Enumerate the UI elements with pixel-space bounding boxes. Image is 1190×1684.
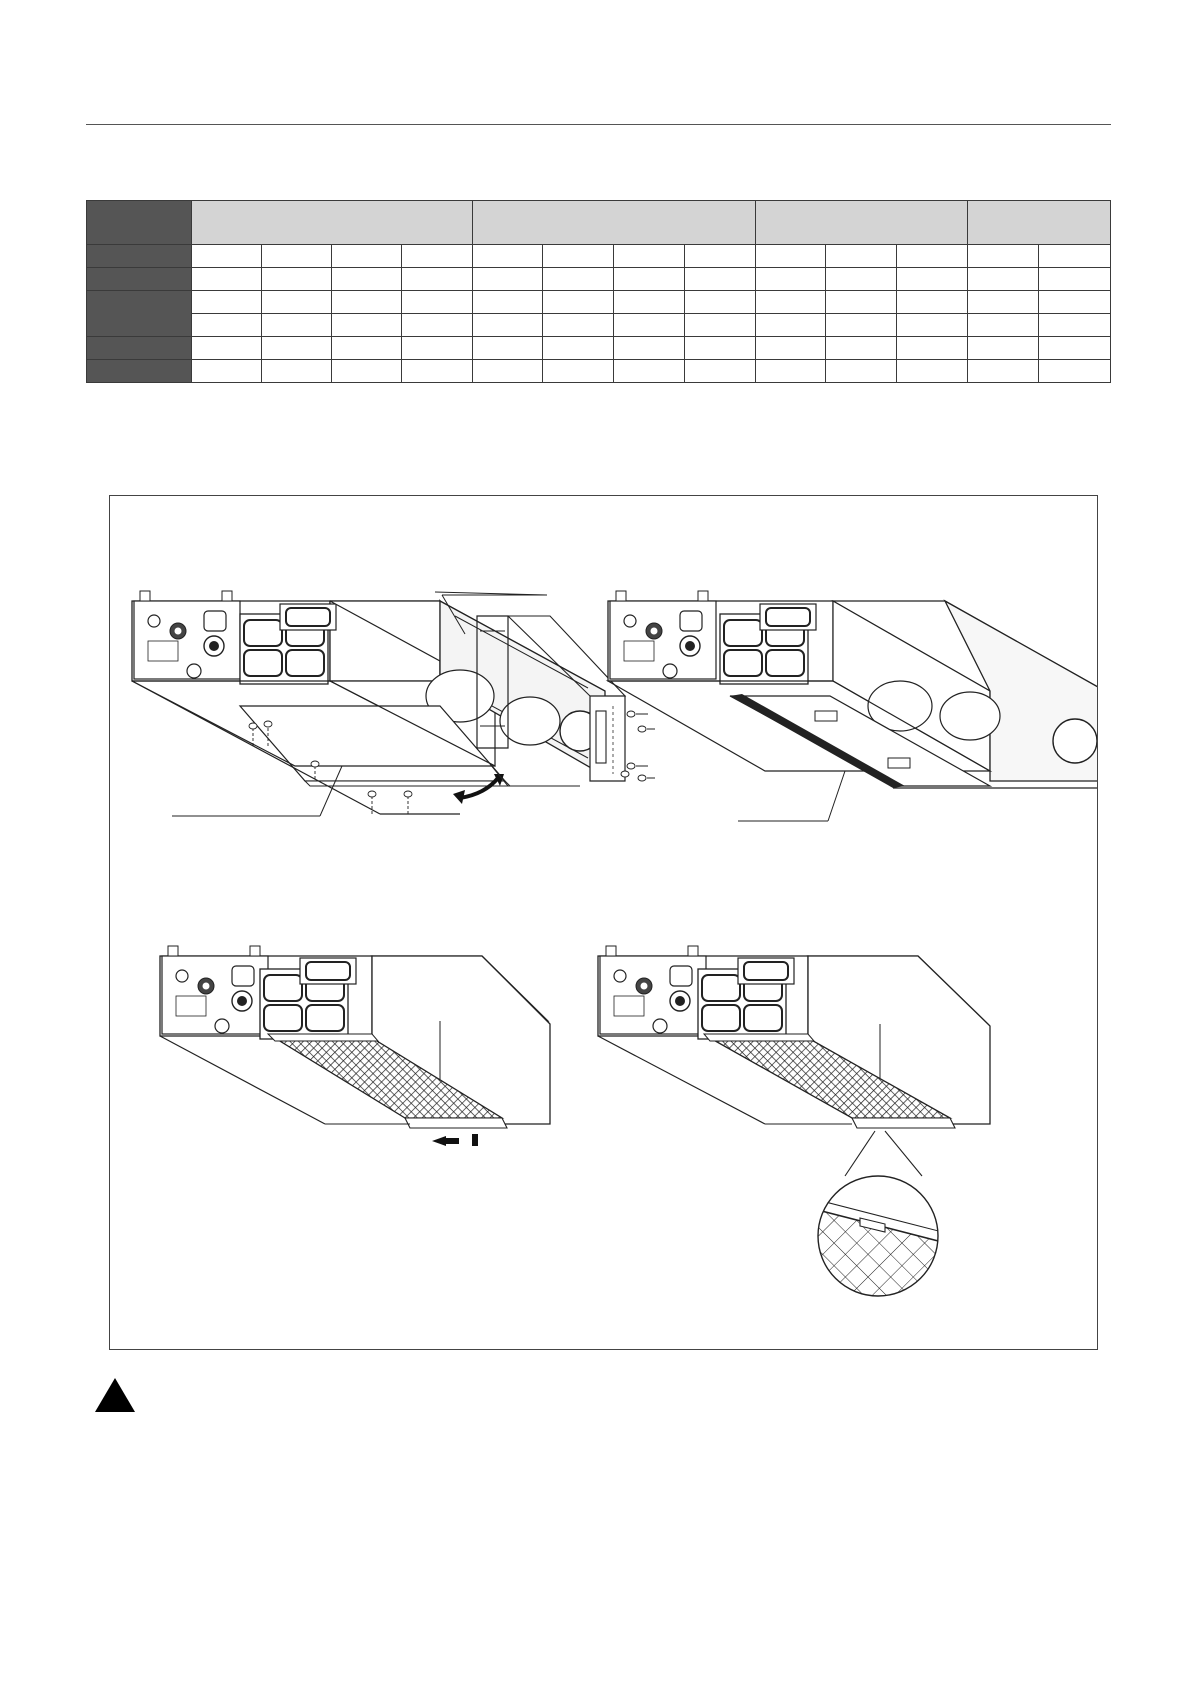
table-cell (402, 245, 473, 268)
table-cell (402, 337, 473, 360)
table-cell (402, 360, 473, 383)
table-cell (684, 245, 755, 268)
table-cell (262, 337, 332, 360)
table-cell (614, 360, 684, 383)
table-cell (1038, 268, 1110, 291)
table-row (87, 337, 1111, 360)
table-cell (684, 314, 755, 337)
table-cell (684, 268, 755, 291)
table-cell (755, 314, 825, 337)
table-cell (896, 314, 967, 337)
table-cell (755, 268, 825, 291)
table-cell (192, 268, 262, 291)
table-cell (332, 360, 402, 383)
table-cell (614, 245, 684, 268)
table-cell (332, 268, 402, 291)
table-cell (1038, 314, 1110, 337)
table-cell (473, 245, 543, 268)
warning-triangle-shape (93, 1376, 137, 1414)
table-cell (192, 360, 262, 383)
table-cell (473, 337, 543, 360)
table-cell (614, 291, 684, 314)
table-cell (262, 360, 332, 383)
table-cell (825, 268, 896, 291)
table-cell (262, 314, 332, 337)
table-cell (755, 360, 825, 383)
table-cell (896, 245, 967, 268)
table-cell (402, 291, 473, 314)
table-row (87, 291, 1111, 314)
table-cell (967, 314, 1038, 337)
table-cell (543, 268, 614, 291)
spec-header-row (87, 201, 1111, 245)
table-cell (402, 268, 473, 291)
table-cell (896, 337, 967, 360)
table-cell (967, 245, 1038, 268)
table-cell (896, 360, 967, 383)
table-cell (614, 337, 684, 360)
panel-1-illustration (132, 591, 655, 816)
table-cell (967, 291, 1038, 314)
table-row (87, 245, 1111, 268)
table-cell (825, 360, 896, 383)
table-cell (967, 268, 1038, 291)
spec-group-4 (967, 201, 1110, 245)
table-cell (332, 314, 402, 337)
panel-4-illustration (598, 946, 990, 1296)
table-cell (1038, 360, 1110, 383)
figure-drawings (110, 496, 1097, 1349)
table-cell (825, 314, 896, 337)
spec-group-2 (473, 201, 755, 245)
spec-corner-cell (87, 201, 192, 245)
table-cell (473, 291, 543, 314)
table-cell (684, 360, 755, 383)
header-rule (86, 124, 1111, 125)
table-cell (825, 337, 896, 360)
table-cell (755, 291, 825, 314)
table-cell (896, 291, 967, 314)
row-header (87, 268, 192, 291)
table-cell (192, 291, 262, 314)
table-cell (684, 291, 755, 314)
table-cell (1038, 291, 1110, 314)
row-header (87, 337, 192, 360)
table-cell (332, 291, 402, 314)
row-header (87, 360, 192, 383)
spec-table (86, 200, 1111, 383)
table-cell (332, 245, 402, 268)
table-cell (332, 337, 402, 360)
table-cell (684, 337, 755, 360)
table-cell (896, 268, 967, 291)
table-cell (1038, 245, 1110, 268)
panel-2-illustration (608, 591, 1097, 821)
table-cell (755, 337, 825, 360)
table-cell (825, 245, 896, 268)
table-cell (402, 314, 473, 337)
table-cell (543, 245, 614, 268)
spec-group-3 (755, 201, 967, 245)
table-cell (262, 245, 332, 268)
table-cell (543, 314, 614, 337)
table-cell (614, 314, 684, 337)
table-cell (262, 291, 332, 314)
table-cell (192, 314, 262, 337)
table-cell (543, 291, 614, 314)
filter-installation-figure (109, 495, 1098, 1350)
table-row (87, 360, 1111, 383)
table-cell (543, 360, 614, 383)
table-cell (473, 314, 543, 337)
table-cell (262, 268, 332, 291)
row-header (87, 291, 192, 337)
table-row (87, 268, 1111, 291)
table-cell (192, 337, 262, 360)
table-row (87, 314, 1111, 337)
table-cell (473, 268, 543, 291)
table-cell (614, 268, 684, 291)
table-cell (755, 245, 825, 268)
table-cell (543, 337, 614, 360)
panel-3-illustration (160, 946, 550, 1146)
spec-group-1 (192, 201, 473, 245)
table-cell (1038, 337, 1110, 360)
table-cell (967, 337, 1038, 360)
table-cell (192, 245, 262, 268)
warning-triangle-icon (93, 1376, 137, 1419)
table-cell (967, 360, 1038, 383)
table-cell (825, 291, 896, 314)
row-header (87, 245, 192, 268)
table-cell (473, 360, 543, 383)
